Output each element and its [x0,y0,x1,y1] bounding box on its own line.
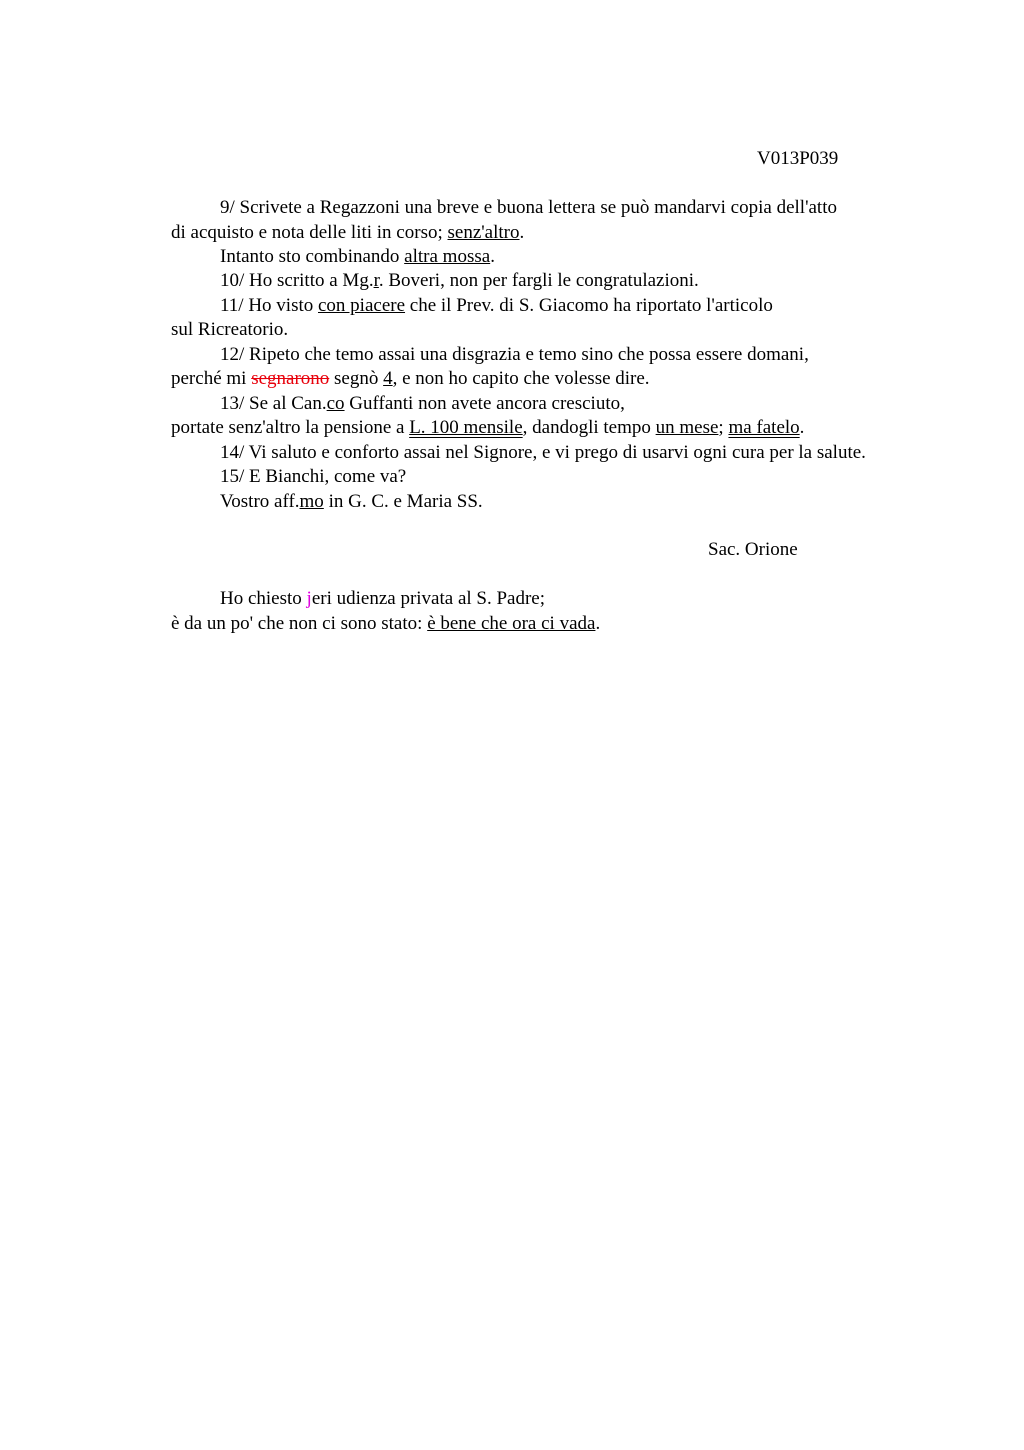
item-13-line-1 [220,392,625,416]
intanto-line [220,245,495,269]
item-9-line-1: 9/ Scrivete a Regazzoni una breve e buona lettera se può mandarvi copia dell'atto [220,197,837,218]
text-segment: eri udienza privata al S. Padre; [311,588,546,609]
underlined-text: altra mossa [404,246,491,267]
closing-line [220,490,483,514]
text-segment: 13/ Se al Can. [220,393,327,414]
item-11-line-2: sul Ricreatorio. [171,319,289,340]
underlined-text: r [373,270,379,291]
underlined-text: un mese [655,417,719,438]
postscript-line-1 [220,587,545,611]
text-segment: 11/ Ho visto [220,295,318,316]
text-segment: in G. C. e Maria SS. [323,491,483,512]
text-segment: . Boveri, non per fargli le congratulazioni. [378,270,699,291]
text-segment: Guffanti non avete ancora cresciuto, [344,393,625,414]
document-code: V013P039 [757,148,839,169]
underlined-text: senz'altro [447,222,520,243]
text-segment: segnò [329,368,384,389]
text-segment: è da un po' che non ci sono stato: [171,613,428,634]
item-12-line-2 [171,367,650,391]
underlined-text: è bene che ora ci vada [427,613,596,634]
item-14-line: 14/ Vi saluto e conforto assai nel Signore, e vi prego di usarvi ogni cura per la salute. [220,442,866,463]
text-segment: portate senz'altro la pensione a [171,417,410,438]
postscript-line-2 [171,612,600,636]
text-segment: . [490,246,495,267]
double-underlined-text: L. 100 mensile [409,417,523,438]
double-underlined-text: ma fatelo [728,417,800,438]
item-13-line-2 [171,416,804,440]
text-segment: ; [718,417,729,438]
item-11-line-1 [220,294,773,318]
underlined-text: co [326,393,345,414]
text-segment: perché mi [171,368,252,389]
item-12-line-1: 12/ Ripeto che temo assai una disgrazia e temo sino che possa essere domani, [220,344,809,365]
text-segment: . [595,613,601,634]
text-segment: 10/ Ho scritto a Mg. [220,270,374,291]
underlined-text: mo [299,491,324,512]
item-10-line [220,269,699,293]
inserted-text: j [306,588,312,609]
text-segment: di acquisto e nota delle liti in corso; [171,222,448,243]
text-segment: . [799,417,805,438]
deleted-text: segnarono [251,368,330,389]
text-segment: che il Prev. di S. Giacomo ha riportato l'articolo [405,295,773,316]
text-segment: , e non ho capito che volesse dire. [392,368,650,389]
text-segment: , dandogli tempo [522,417,656,438]
item-9-line-2 [171,221,524,245]
underlined-text: 4 [383,368,393,389]
text-segment: Ho chiesto [220,588,307,609]
text-segment: . [519,222,525,243]
text-segment: Vostro aff. [220,491,300,512]
signature: Sac. Orione [708,539,798,560]
text-segment: Intanto sto combinando [220,246,405,267]
item-15-line: 15/ E Bianchi, come va? [220,466,407,487]
underlined-text: con piacere [318,295,406,316]
